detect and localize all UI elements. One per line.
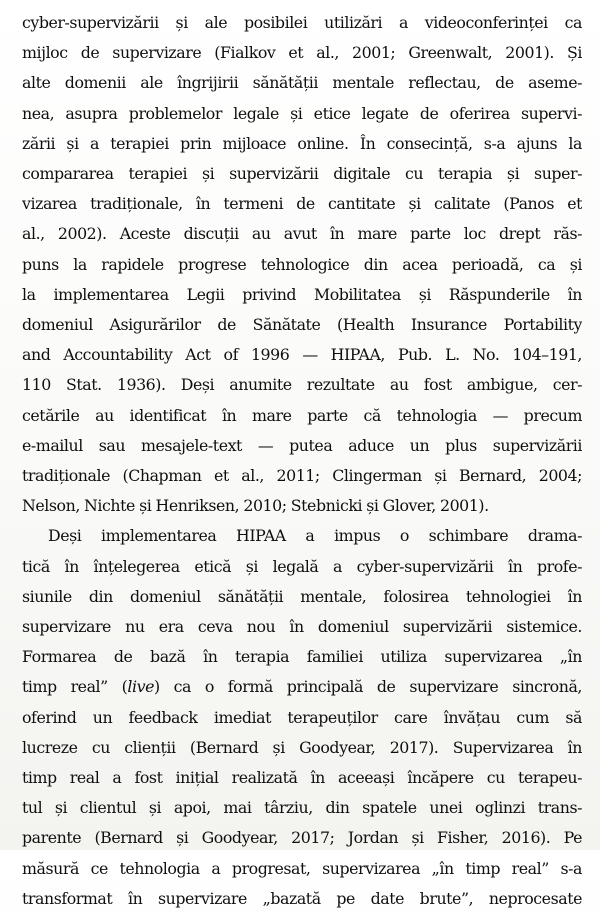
paragraph-2	[22, 521, 582, 914]
paragraph-1	[22, 8, 582, 521]
text-line: tradiționale (Chapman et al., 2011; Clingerman și Bernard, 2004;	[22, 466, 582, 486]
text-line: tul și clientul și apoi, mai târziu, din spatele unei oglinzi trans-	[22, 798, 582, 818]
text-line: parente (Bernard și Goodyear, 2017; Jordan și Fisher, 2016). Pe	[22, 828, 582, 848]
text-line: oferind un feedback imediat terapeuților care învățau cum să	[22, 707, 582, 727]
text-line: domeniul Asigurărilor de Sănătate (Health Insurance Portability	[22, 315, 582, 335]
text-line: cyber-supervizării și ale posibilei utilizări a videoconferinței ca	[22, 13, 582, 32]
text-line: Formarea de bază în terapia familiei utiliza supervizarea „în	[22, 647, 582, 667]
text-line: transformat în supervizare „bazată pe date brute”, neprocesate	[22, 888, 582, 908]
text-line: zării și a terapiei prin mijloace online. În consecință, s-a ajuns la	[22, 133, 582, 153]
text-line: puns la rapidele progrese tehnologice din acea perioadă, ca și	[22, 254, 582, 274]
text-line: la implementarea Legii privind Mobilitatea și Răspunderile în	[22, 284, 582, 304]
text-line: vizarea tradiționale, în termeni de cantitate și calitate (Panos et	[22, 194, 582, 214]
text-line: nea, asupra problemelor legale și etice legate de oferirea supervi-	[22, 103, 582, 123]
text-line: compararea terapiei și supervizării digitale cu terapia și super-	[22, 164, 582, 184]
text-line: 110 Stat. 1936). Deși anumite rezultate au fost ambigue, cer-	[22, 375, 582, 395]
text-line: mijloc de supervizare (Fialkov et al., 2001; Greenwalt, 2001). Și	[22, 43, 582, 63]
text-line: Nelson, Nichte și Henriksen, 2010; Stebnicki și Glover, 2001).	[22, 496, 489, 516]
text-line: timp real” (live) ca o formă principală de supervizare sincronă,	[22, 677, 582, 697]
text-line: Deși implementarea HIPAA a impus o schimbare drama-	[48, 526, 582, 546]
text-line: tică în înțelegerea etică și legală a cyber-supervizării în profe-	[22, 556, 582, 576]
text-line: cetările au identificat în mare parte că tehnologia — precum	[22, 405, 582, 425]
text-line: timp real a fost inițial realizată în aceeași încăpere cu terapeu-	[22, 768, 582, 788]
text-line: măsură ce tehnologia a progresat, supervizarea „în timp real” s-a	[22, 858, 582, 878]
text-line: e-mailul sau mesajele-text — putea aduce un plus supervizării	[22, 435, 582, 455]
text-line: alte domenii ale îngrijirii sănătății mentale reflectau, de aseme-	[22, 73, 582, 93]
text-line: supervizare nu era ceva nou în domeniul supervizării sistemice.	[22, 617, 582, 637]
text-line: lucreze cu clienții (Bernard și Goodyear, 2017). Supervizarea în	[22, 737, 582, 757]
text-line: al., 2002). Aceste discuții au avut în mare parte loc drept răs-	[22, 224, 582, 244]
text-line: siunile din domeniul sănătății mentale, folosirea tehnologiei în	[22, 586, 582, 606]
text-line: and Accountability Act of 1996 — HIPAA, Pub. L. No. 104–191,	[22, 345, 582, 365]
